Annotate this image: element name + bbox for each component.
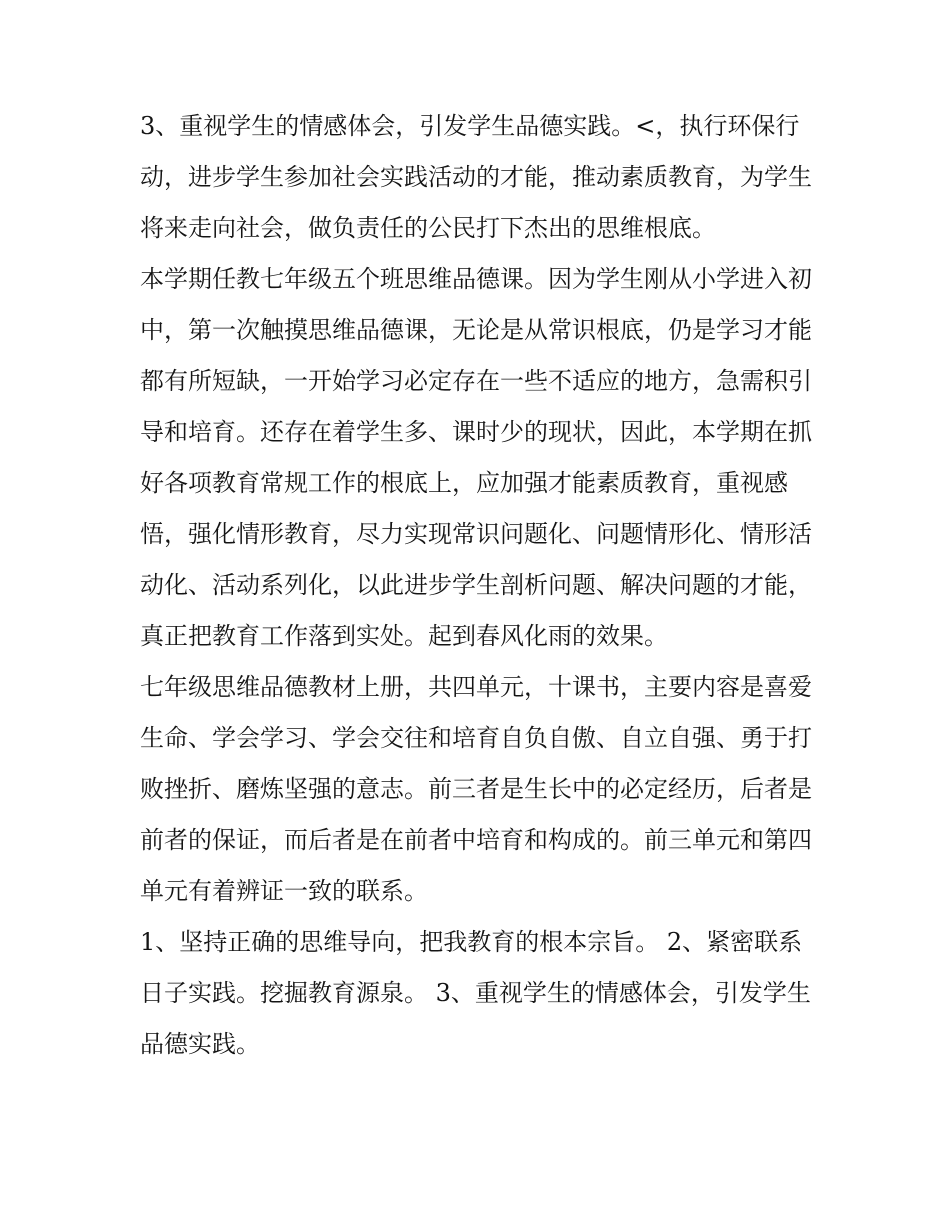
document-body <box>140 101 820 1070</box>
paragraph-4: 1、坚持正确的思维导向，把我教育的根本宗旨。 2、紧密联系日子实践。挖掘教育源泉。 3、重视学生的情感体会，引发学生品德实践。 <box>140 928 811 1058</box>
paragraph-3: 七年级思维品德教材上册，共四单元，十课书，主要内容是喜爱生命、学会学习、学会交往和培育自负自傲、自立自强、勇于打败挫折、磨炼坚强的意志。前三者是生长中的必定经历，后者是前者的保证，而后者是在前者中培育和构成的。前三单元和第四单元有着辨证一致的联系。 <box>140 673 812 905</box>
paragraph-2: 本学期任教七年级五个班思维品德课。因为学生刚从小学进入初中，第一次触摸思维品德课，无论是从常识根底，仍是学习才能都有所短缺，一开始学习必定存在一些不适应的地方，急需积引导和培育。还存在着学生多、课时少的现状，因此，本学期在抓好各项教育常规工作的根底上，应加强才能素质教育，重视感悟，强化情形教育，尽力实现常识问题化、问题情形化、情形活动化、活动系列化，以此进步学生剖析问题、解决问题的才能，真正把教育工作落到实处。起到春风化雨的效果。 <box>140 265 812 650</box>
paragraph-1: 3、重视学生的情感体会，引发学生品德实践。<，执行环保行动，进步学生参加社会实践活动的才能，推动素质教育，为学生将来走向社会，做负责任的公民打下杰出的思维根底。 <box>140 112 812 242</box>
